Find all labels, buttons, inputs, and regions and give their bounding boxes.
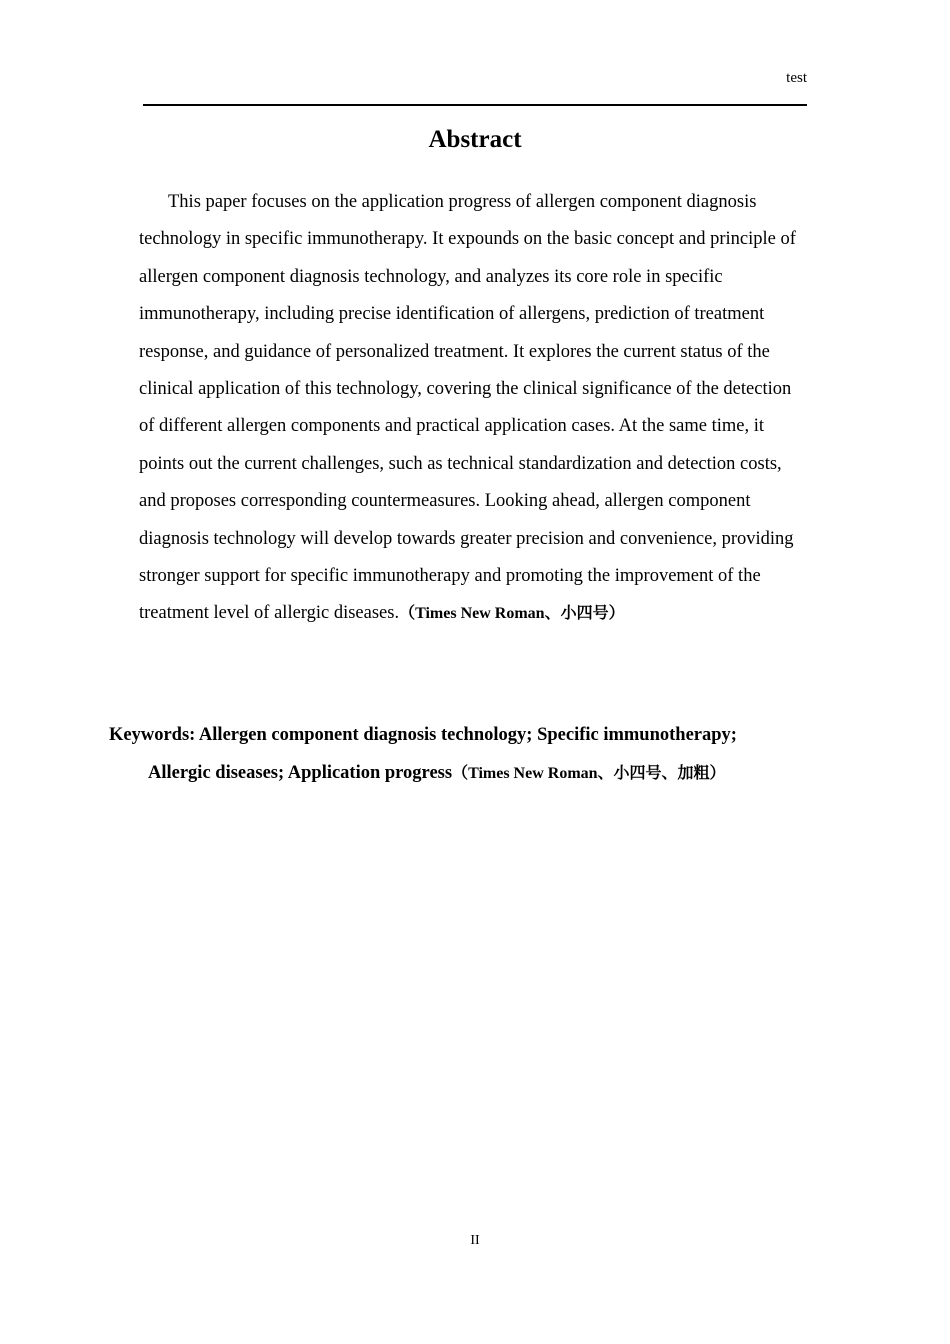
abstract-text: This paper focuses on the application progress of allergen component diagnosis technology in specific immunotherapy. It expounds on the basic concept and principle of allergen component diagnosis technology, and analyzes its core role in specific immunotherapy, including precise identification of allergens, prediction of treatment response, and guidance of personalized treatment. It explores the current status of the clinical application of this technology, covering the clinical significance of the detection of different allergen components and practical application cases. At the same time, it points out the current challenges, such as technical standardization and detection costs, and proposes corresponding countermeasures. Looking ahead, allergen component diagnosis technology will develop towards greater precision and convenience, providing stronger support for specific immunotherapy and promoting the improvement of the treatment level of allergic diseases. <box>139 192 796 624</box>
keywords-format-note: （Times New Roman、小四号、加粗） <box>452 765 726 782</box>
keywords-line-2 <box>109 754 809 793</box>
keywords-line-1: Keywords: Allergen component diagnosis technology; Specific immunotherapy; <box>109 725 737 745</box>
keywords-line-2-text: Allergic diseases; Application progress <box>148 763 453 783</box>
header-rule <box>143 104 807 106</box>
abstract-title: Abstract <box>428 126 522 153</box>
page-number: II <box>470 1233 480 1248</box>
abstract-format-note: （Times New Roman、小四号） <box>399 605 625 623</box>
abstract-paragraph <box>139 184 811 633</box>
keywords-block <box>109 716 809 793</box>
running-header: test <box>786 70 807 86</box>
